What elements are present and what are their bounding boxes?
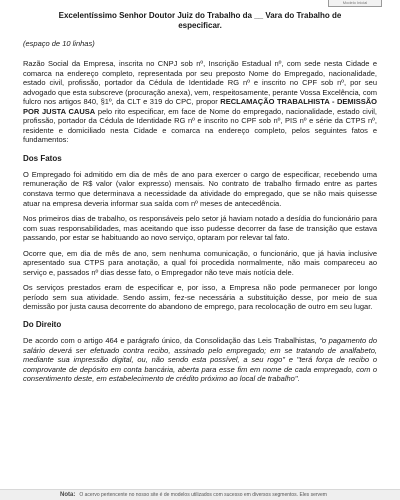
intro-text-1: Razão Social da Empresa, inscrita no CNPJ sob nº, Inscrição Estadual nº, com sede nesta Cidade e comarca na endereço completo, representada por seu preposto Nome do Empregado, nacionalidade, estado civil, profissão, portador da Cédula de Identidade RG nº e inscrito no CPF sob nº, por seu advogado que esta subscreve (procuração anexa), vem, respeitosamente, perante Vossa Excelência, com fulcro nos artigos 840, §1º, da CLT e 319 do CPC, propor	[23, 59, 377, 107]
law-paragraph	[23, 336, 377, 384]
section-heading-law: Do Direito	[23, 320, 62, 330]
law-text-2: .	[297, 374, 300, 384]
facts-paragraph: Nos primeiros dias de trabalho, os responsáveis pelo setor já haviam notado a desídia do funcionário para com suas responsabilidades, mas aceitando que isso pudesse decorrer da fase de transição que estava passando, por estar se habituando ao novo serviço, optaram por relevar tal fato.	[23, 214, 377, 243]
facts-paragraph: O Empregado foi admitido em dia de mês de ano para exercer o cargo de especificar, recebendo uma remuneração de R$ valor (valor expresso) mensais. No contrato de trabalho firmado entre as partes constava termo que determinava a necessidade da atividade do empregado, que se não mais quisesse atuar na empresa deveria informar sua saída com nº meses de antecedência.	[23, 169, 377, 208]
facts-paragraph: Os serviços prestados eram de especificar e, por isso, a Empresa não pode permanecer por longo período sem sua atividade. Sendo assim, fez-se necessária a substituição desse, por meio de sua demissão por justa causa decorrente do abandono de emprego, para recolocação de outro em seu lugar.	[23, 283, 377, 312]
document-title: Excelentíssimo Senhor Doutor Juiz do Trabalho da __ Vara do Trabalho de especificar.	[58, 11, 342, 30]
footer-text: O acervo pertencente no nosso site é de modelos utilizados com sucesso em diversos segmentos. Eles servem	[79, 492, 327, 498]
model-badge: Modelo Inicial	[328, 0, 382, 7]
action-title: RECLAMAÇÃO TRABALHISTA - DEMISSÃO POR JUSTA CAUSA	[23, 97, 377, 116]
law-text-1: De acordo com o artigo 464 e parágrafo único, da Consolidação das Leis Trabalhistas,	[23, 336, 320, 346]
footer-label: Nota:	[60, 492, 76, 498]
footer-note	[0, 489, 400, 500]
facts-paragraph: Ocorre que, em dia de mês de ano, sem nenhuma comunicação, o funcionário, que já havia inclusive apresentado sua CTPS para anotação, a qual foi procedida normalmente, não mais compareceu ao serviço e, passados nº dias desse fato, o Empregador não teve mais notícia dele.	[23, 248, 377, 277]
section-heading-facts: Dos Fatos	[23, 153, 62, 163]
intro-text-2: pelo rito especificar, em face de Nome do empregado, nacionalidade, estado civil, profissão, portador da Cédula de Identidade RG nº e inscrito no CPF sob nº, PIS nº e série da CTPS nº, residente e domiciliado nesta Cidade e comarca na endereço completo, pelos seguintes fatos e fundamentos:	[23, 106, 377, 145]
law-quote: "o pagamento do salário deverá ser efetuado contra recibo, assinado pelo empregado; em se tratando de analfabeto, mediante sua impressão digital, ou, não sendo esta possível, a seu rogo" e "terá força de recibo o comprovante de depósito em conta bancária, aberta para esse fim em nome de cada empregado, com o consentimento deste, em estabelecimento de crédito próximo ao local de trabalho"	[23, 336, 377, 384]
spacing-note: (espaço de 10 linhas)	[23, 39, 95, 48]
intro-paragraph	[23, 59, 377, 145]
